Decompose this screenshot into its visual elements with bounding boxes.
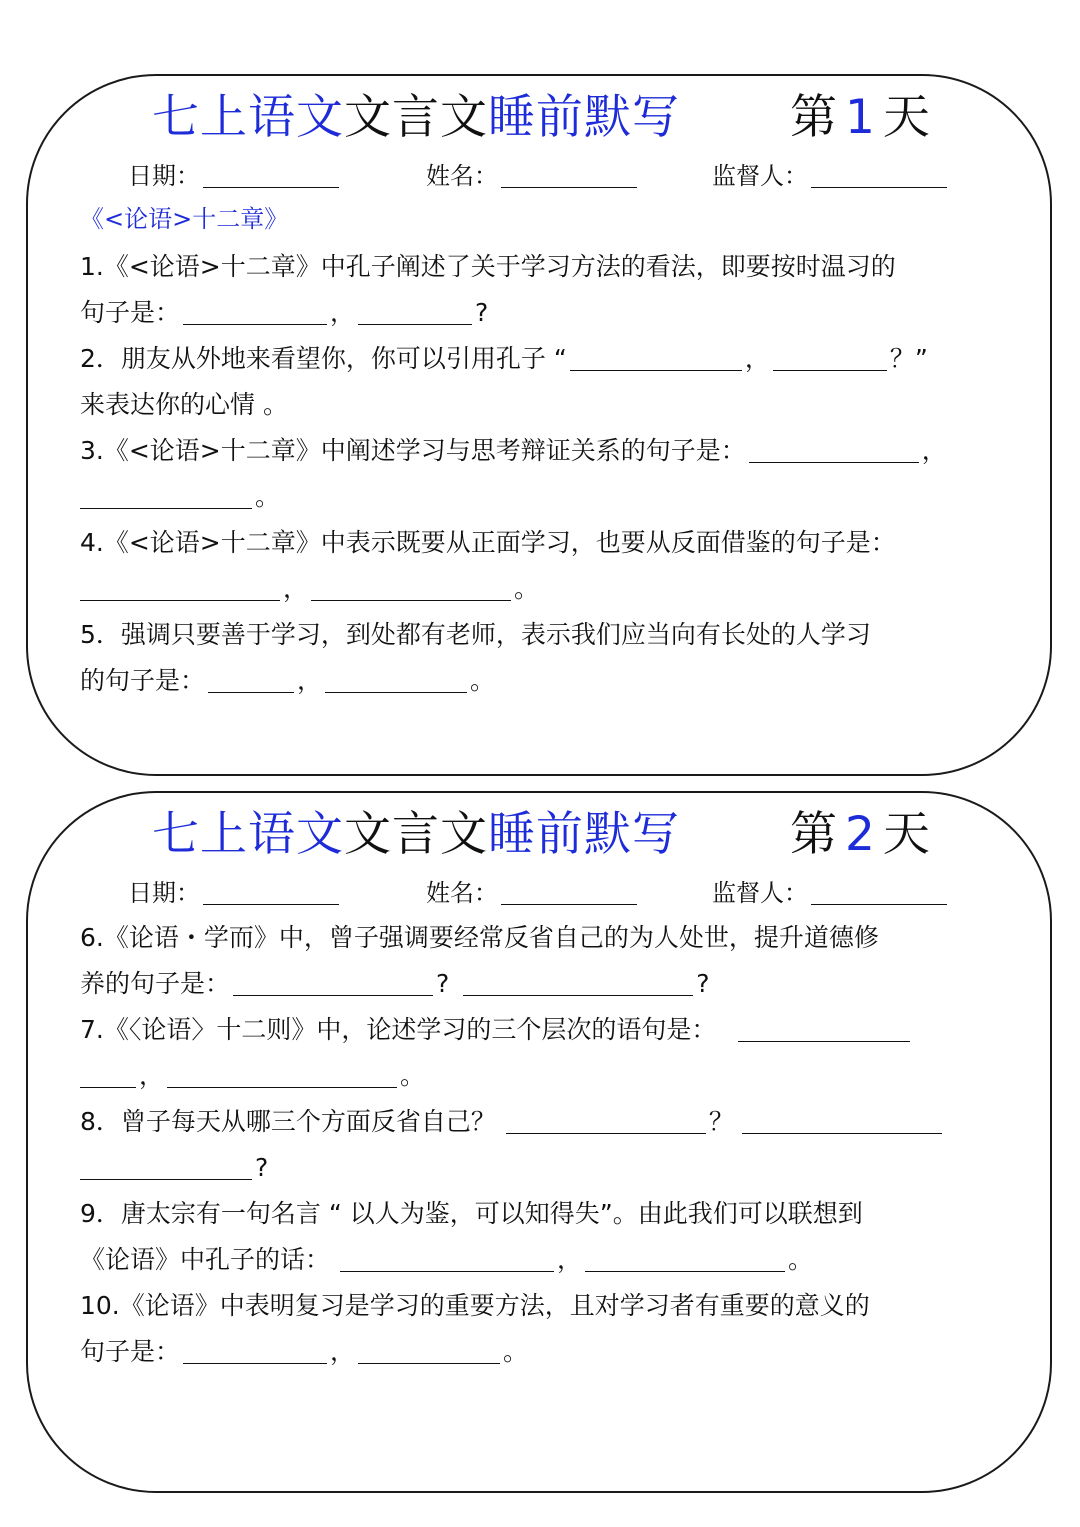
answer-blank[interactable] [80, 1153, 252, 1180]
punctuation: ， [297, 666, 323, 695]
answer-blank[interactable] [80, 482, 252, 509]
day-indicator [790, 84, 930, 152]
question-text: 的句子是： [80, 666, 206, 695]
day-number: 1 [845, 90, 875, 145]
answer-blank[interactable] [183, 1337, 327, 1364]
answer-blank[interactable] [358, 1337, 500, 1364]
punctuation: ， [283, 574, 309, 603]
punctuation: ? [696, 969, 710, 998]
date-blank[interactable] [203, 882, 339, 905]
answer-blank[interactable] [80, 1061, 136, 1088]
question-text: 9．唐太宗有一句名言 “ 以人为鉴，可以知得失”。由此我们可以联想到 [80, 1199, 863, 1228]
supervisor-label: 监督人： [712, 162, 808, 190]
title-part-3: 睡前默写 [488, 807, 680, 862]
question-text: 2．朋友从外地来看望你，你可以引用孔子 “ [80, 344, 567, 373]
day-indicator [790, 801, 930, 869]
answer-blank[interactable] [506, 1107, 706, 1134]
question-text: 句子是： [80, 1337, 181, 1366]
punctuation: ? [255, 1153, 269, 1182]
date-blank[interactable] [203, 165, 339, 188]
answer-blank[interactable] [773, 344, 887, 371]
date-label: 日期： [128, 879, 200, 907]
punctuation: ， [330, 298, 356, 327]
question-6 [80, 915, 1010, 1007]
date-field [128, 158, 342, 194]
answer-blank[interactable] [167, 1061, 397, 1088]
name-blank[interactable] [501, 165, 637, 188]
punctuation: ， [330, 1337, 356, 1366]
title-part-3: 睡前默写 [488, 90, 680, 145]
title-part-2: 文言文 [344, 807, 488, 862]
question-7 [80, 1007, 1010, 1099]
question-5 [80, 612, 1010, 704]
name-label: 姓名： [426, 879, 498, 907]
answer-blank[interactable] [585, 1245, 785, 1272]
worksheet-card-day-2 [26, 791, 1052, 1493]
day-prefix: 第 [790, 90, 837, 145]
card-title [152, 801, 680, 869]
question-8 [80, 1099, 1010, 1191]
worksheet-card-day-1 [26, 74, 1052, 776]
title-part-1: 七上语文 [152, 90, 344, 145]
punctuation: 。 [255, 482, 281, 511]
question-text: 《论语》中孔子的话： [80, 1245, 331, 1274]
supervisor-blank[interactable] [811, 165, 947, 188]
punctuation: 。 [788, 1245, 814, 1274]
question-text: 10.《论语》中表明复习是学习的重要方法，且对学习者有重要的意义的 [80, 1291, 870, 1320]
answer-blank[interactable] [742, 1107, 942, 1134]
day-suffix: 天 [882, 90, 930, 145]
day-prefix: 第 [790, 807, 837, 862]
question-text: 7.《〈论语〉十二则》中，论述学习的三个层次的语句是： [80, 1015, 717, 1044]
punctuation: ， [744, 344, 770, 373]
question-text: 6.《论语・学而》中，曾子强调要经常反省自己的为人处世，提升道德修 [80, 923, 879, 952]
answer-blank[interactable] [183, 298, 327, 325]
answer-blank[interactable] [463, 969, 693, 996]
punctuation: ? [436, 969, 450, 998]
supervisor-blank[interactable] [811, 882, 947, 905]
question-text: 养的句子是： [80, 969, 231, 998]
question-text: 4.《<论语>十二章》中表示既要从正面学习，也要从反面借鉴的句子是： [80, 528, 896, 557]
answer-blank[interactable] [340, 1245, 554, 1272]
question-3 [80, 428, 1010, 520]
title-part-2: 文言文 [344, 90, 488, 145]
answer-blank[interactable] [233, 969, 433, 996]
punctuation: ? [475, 298, 489, 327]
punctuation: 。 [400, 1061, 426, 1090]
question-10 [80, 1283, 1010, 1375]
punctuation: ？ [708, 1107, 734, 1136]
answer-blank[interactable] [208, 666, 294, 693]
punctuation: 。 [514, 574, 540, 603]
question-text: 句子是： [80, 298, 181, 327]
answer-blank[interactable] [738, 1015, 910, 1042]
question-text: 1.《<论语>十二章》中孔子阐述了关于学习方法的看法，即要按时温习的 [80, 252, 896, 281]
answer-blank[interactable] [749, 436, 919, 463]
answer-blank[interactable] [358, 298, 472, 325]
name-label: 姓名： [426, 162, 498, 190]
question-4 [80, 520, 1010, 612]
punctuation: 。 [470, 666, 496, 695]
date-label: 日期： [128, 162, 200, 190]
card-title [152, 84, 680, 152]
name-blank[interactable] [501, 882, 637, 905]
date-field [128, 875, 342, 911]
title-part-1: 七上语文 [152, 807, 344, 862]
question-text: 3.《<论语>十二章》中阐述学习与思考辩证关系的句子是： [80, 436, 746, 465]
punctuation: 。 [503, 1337, 529, 1366]
question-1 [80, 244, 1010, 336]
question-2 [80, 336, 1010, 428]
answer-blank[interactable] [311, 574, 511, 601]
answer-blank[interactable] [80, 574, 280, 601]
answer-blank[interactable] [325, 666, 467, 693]
punctuation: ， [557, 1245, 583, 1274]
name-field [426, 875, 640, 911]
day-number: 2 [845, 807, 875, 862]
section-title: 《<论语>十二章》 [80, 205, 289, 233]
question-text: 8．曾子每天从哪三个方面反省自己？ [80, 1107, 496, 1136]
question-text: 来表达你的心情 。 [80, 390, 288, 419]
question-text: 5．强调只要善于学习，到处都有老师，表示我们应当向有长处的人学习 [80, 620, 871, 649]
question-9 [80, 1191, 1010, 1283]
supervisor-label: 监督人： [712, 879, 808, 907]
supervisor-field [712, 158, 950, 194]
punctuation: ， [921, 436, 947, 465]
punctuation: ？” [889, 344, 928, 373]
punctuation: ， [139, 1061, 165, 1090]
name-field [426, 158, 640, 194]
supervisor-field [712, 875, 950, 911]
day-suffix: 天 [882, 807, 930, 862]
answer-blank[interactable] [570, 344, 742, 371]
